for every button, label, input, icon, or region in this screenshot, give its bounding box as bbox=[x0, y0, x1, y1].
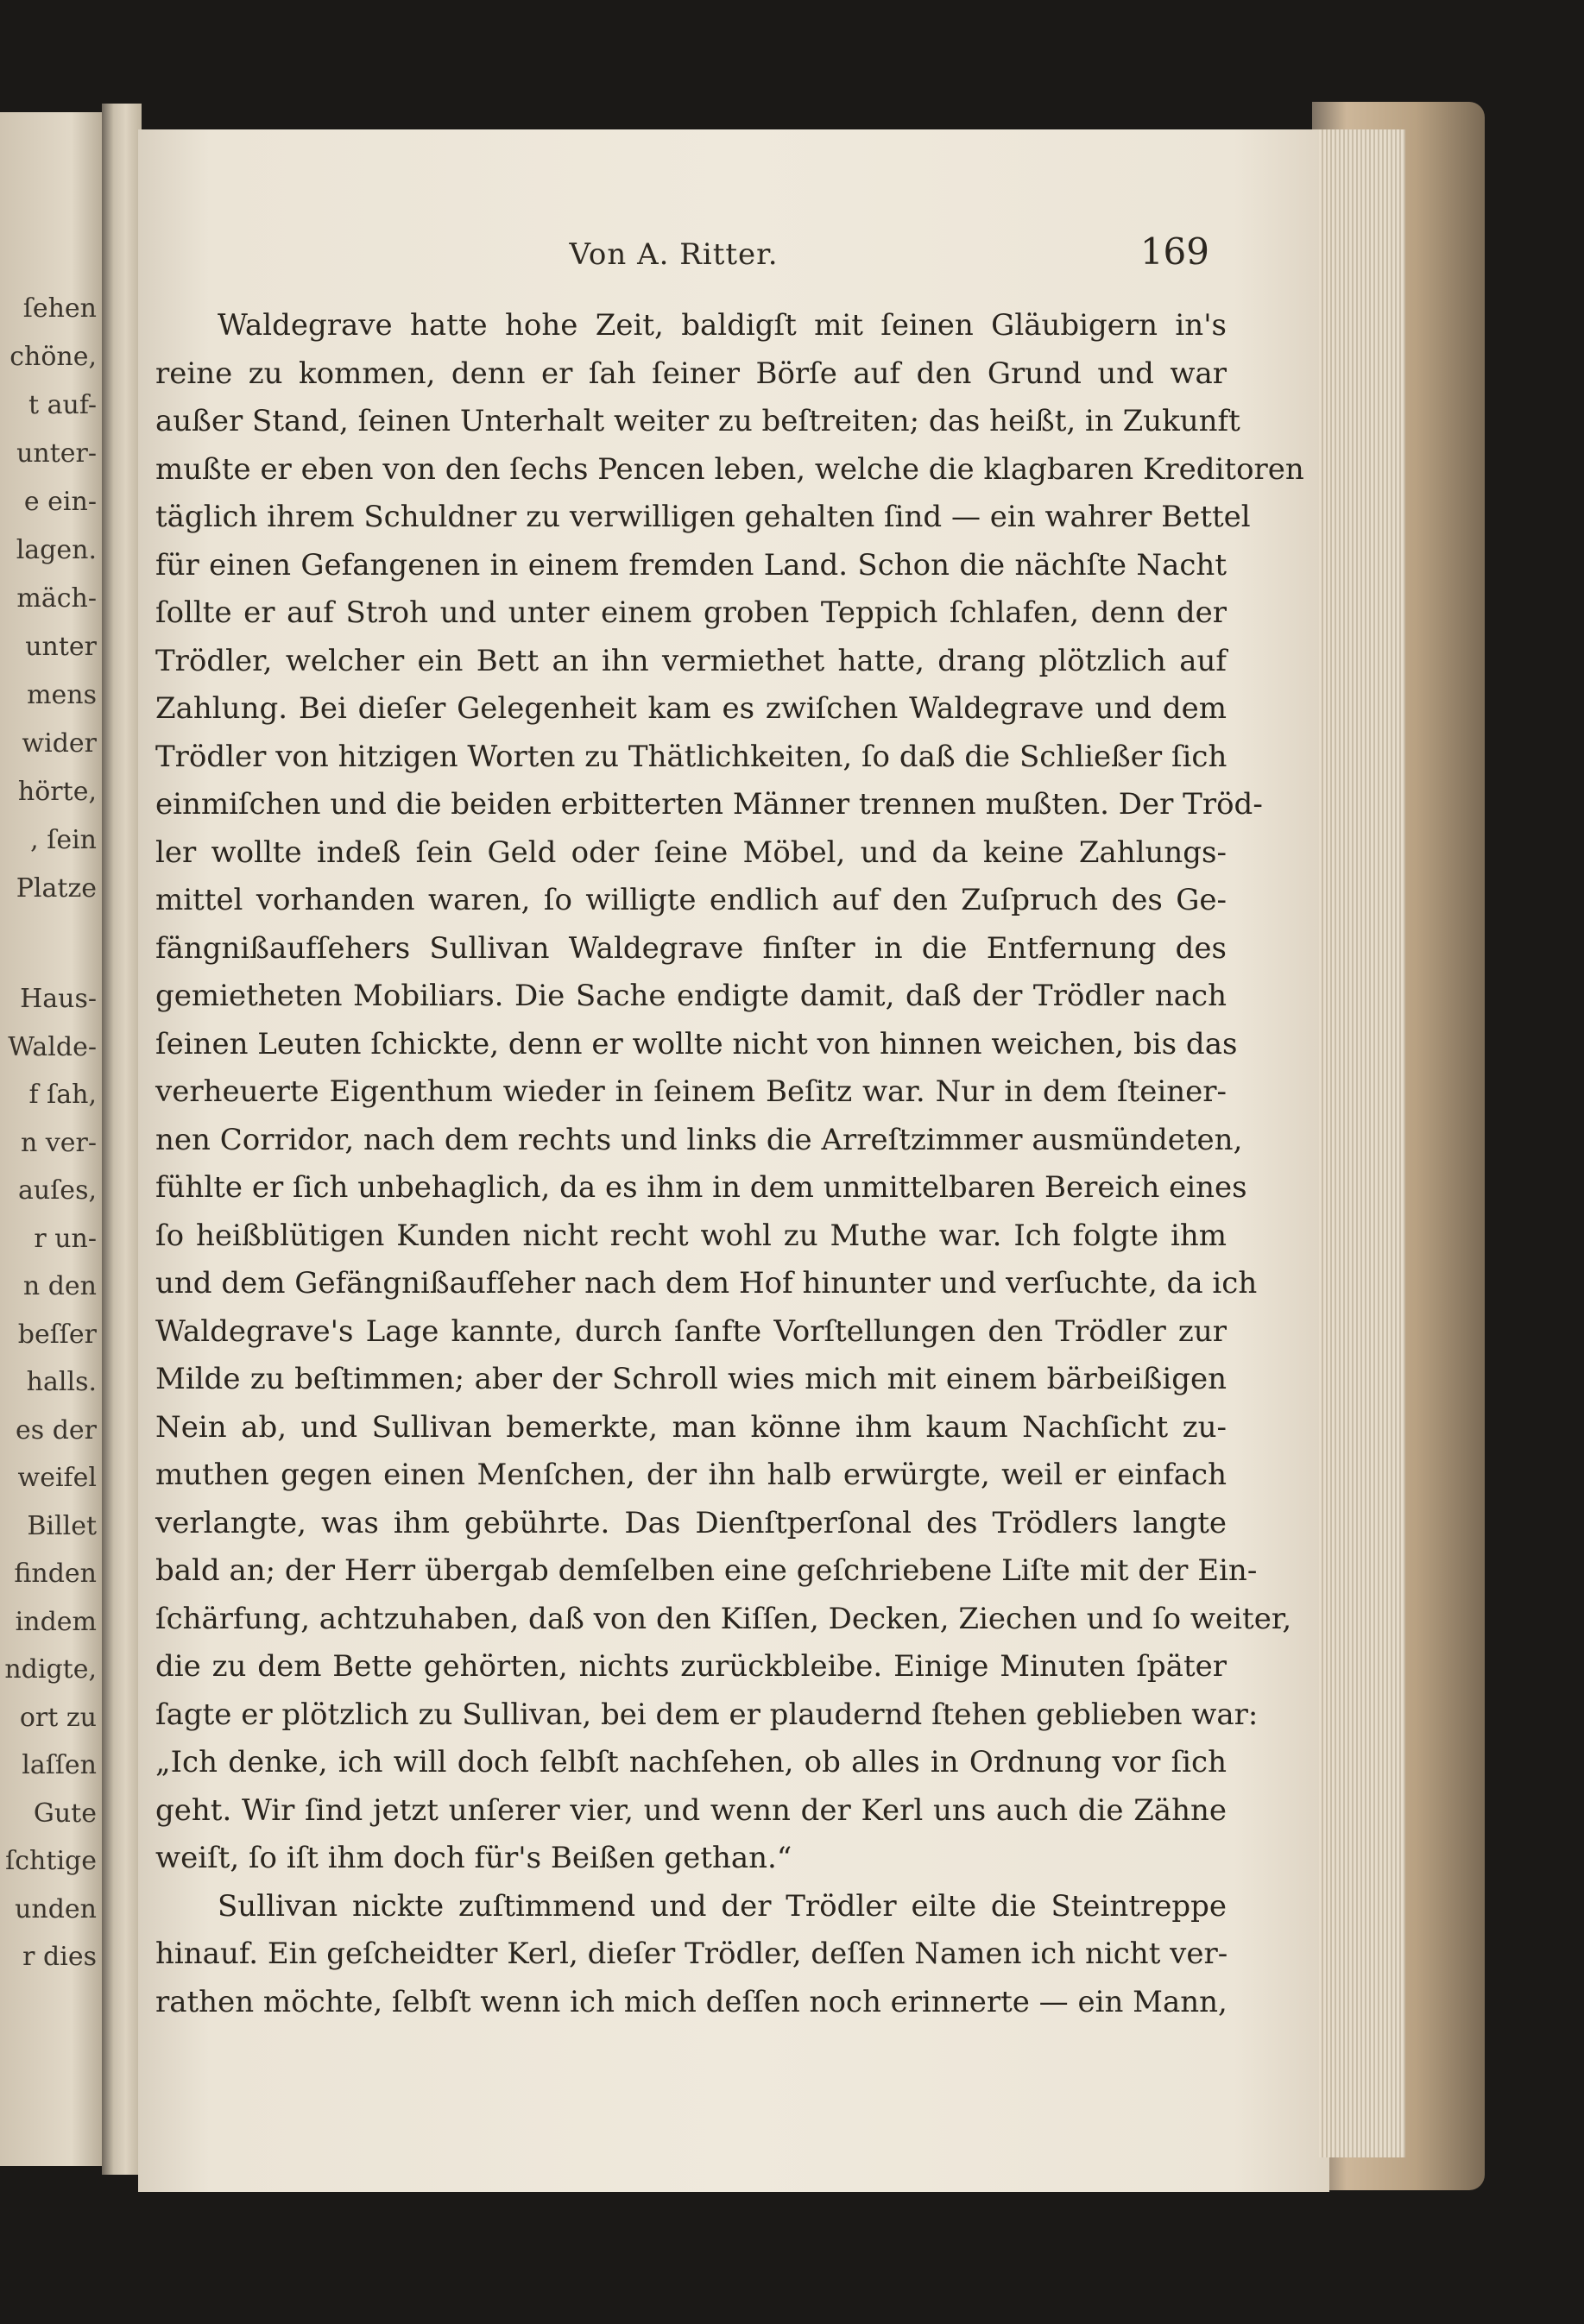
left-page-fragment: r dies bbox=[22, 1942, 97, 1972]
left-page-fragment: Walde- bbox=[8, 1031, 97, 1062]
left-page-fragment: hörte, bbox=[17, 777, 97, 807]
left-page-fragment: t auf- bbox=[28, 390, 97, 420]
left-page-fragment: finden bbox=[14, 1559, 97, 1589]
gutter bbox=[102, 104, 142, 2175]
text-line: reine zu kommen, denn er ſah ſeiner Börſe auf den Grund und war bbox=[155, 356, 1227, 391]
left-page-fragment: unter- bbox=[16, 438, 97, 469]
text-line: einmiſchen und die beiden erbitterten Männer trennen mußten. Der Tröd- bbox=[155, 787, 1263, 822]
text-line: „Ich denke, ich will doch ſelbſt nachſehen, ob alles in Ordnung vor ſich bbox=[155, 1745, 1227, 1779]
text-line: täglich ihrem Schuldner zu verwilligen gehalten ſind — ein wahrer Bettel bbox=[155, 500, 1251, 534]
text-line: für einen Gefangenen in einem fremden Land. Schon die nächſte Nacht bbox=[155, 547, 1227, 583]
text-line: Sullivan nickte zuſtimmend und der Trödler eilte die Steintreppe bbox=[218, 1888, 1227, 1924]
text-line: Waldegrave's Lage kannte, durch ſanfte Vorſtellungen den Trödler zur bbox=[155, 1313, 1227, 1349]
text-line: fängnißaufſehers Sullivan Waldegrave finſter in die Entfernung des bbox=[155, 930, 1227, 966]
left-page-fragment: f ſah, bbox=[28, 1080, 97, 1110]
page-edges bbox=[1319, 129, 1405, 2157]
text-line: außer Stand, ſeinen Unterhalt weiter zu beſtreiten; das heißt, in Zukunft bbox=[155, 404, 1240, 438]
left-page-fragment: ſehen bbox=[22, 293, 97, 324]
left-page-fragment: beſſer bbox=[17, 1319, 97, 1350]
text-line: hinauf. Ein geſcheidter Kerl, dieſer Trödler, deſſen Namen ich nicht ver- bbox=[155, 1937, 1228, 1971]
left-page-fragment: Haus- bbox=[20, 984, 97, 1014]
left-page-fragment: e ein- bbox=[23, 487, 97, 517]
text-line: Nein ab, und Sullivan bemerkte, man könne ihm kaum Nachſicht zu- bbox=[155, 1409, 1227, 1445]
page-header bbox=[138, 230, 1209, 306]
left-page-fragment: r un- bbox=[34, 1223, 97, 1254]
text-line: ſagte er plötzlich zu Sullivan, bei dem er plaudernd ſtehen geblieben war: bbox=[155, 1697, 1259, 1732]
text-line: Zahlung. Bei dieſer Gelegenheit kam es zwiſchen Waldegrave und dem bbox=[155, 691, 1227, 726]
text-line: Trödler, welcher ein Bett an ihn vermiethet hatte, drang plötzlich auf bbox=[155, 643, 1227, 678]
text-line: ſollte er auf Stroh und unter einem groben Teppich ſchlafen, denn der bbox=[155, 595, 1227, 630]
left-page-fragment: Billet bbox=[27, 1510, 97, 1541]
left-page-fragment: laſſen bbox=[22, 1750, 97, 1780]
text-line: verheuerte Eigenthum wieder in ſeinem Beſitz war. Nur in dem ſteiner- bbox=[155, 1074, 1227, 1109]
left-page-fragment: , ſein bbox=[30, 825, 97, 855]
left-page-fragment: ort zu bbox=[19, 1702, 97, 1733]
text-line: ſeinen Leuten ſchickte, denn er wollte nicht von hinnen weichen, bis das bbox=[155, 1026, 1238, 1061]
left-page-fragment: ſchtige bbox=[5, 1846, 97, 1876]
left-page-fragment: n ver- bbox=[20, 1127, 97, 1158]
text-line: nen Corridor, nach dem rechts und links die Arreſtzimmer ausmündeten, bbox=[155, 1122, 1243, 1157]
text-line: Milde zu beſtimmen; aber der Schroll wies mich mit einem bärbeißigen bbox=[155, 1362, 1227, 1396]
text-line: fühlte er ſich unbehaglich, da es ihm in dem unmittelbaren Bereich eines bbox=[155, 1170, 1247, 1205]
text-line: bald an; der Herr übergab demſelben eine geſchriebene Liſte mit der Ein- bbox=[155, 1553, 1258, 1588]
running-head: Von A. Ritter. bbox=[569, 237, 779, 272]
text-line: ler wollte indeß ſein Geld oder ſeine Möbel, und da keine Zahlungs- bbox=[155, 834, 1227, 870]
text-line: weiſt, ſo iſt ihm doch für's Beißen gethan.“ bbox=[155, 1841, 792, 1875]
left-page-fragment: lagen. bbox=[16, 535, 97, 565]
left-page-fragment: halls. bbox=[26, 1367, 97, 1397]
left-page-fragment: wider bbox=[22, 728, 97, 759]
left-page-fragment: mäch- bbox=[16, 583, 97, 614]
text-line: verlangte, was ihm gebührte. Das Dienſtperſonal des Trödlers langte bbox=[155, 1505, 1227, 1540]
left-page-fragment: weifel bbox=[17, 1463, 97, 1493]
left-page-fragment: ndigte, bbox=[4, 1654, 97, 1685]
left-page-fragment: unden bbox=[15, 1893, 97, 1924]
text-line: mußte er eben von den ſechs Pencen leben, welche die klagbaren Kreditoren bbox=[155, 451, 1304, 487]
text-line: Trödler von hitzigen Worten zu Thätlichkeiten, ſo daß die Schließer ſich bbox=[155, 739, 1227, 774]
text-line: ſchärfung, achtzuhaben, daß von den Kiſſen, Decken, Ziechen und ſo weiter, bbox=[155, 1601, 1292, 1636]
left-page-fragment: indem bbox=[15, 1606, 97, 1637]
text-line: geht. Wir ſind jetzt unſerer vier, und wenn der Kerl uns auch die Zähne bbox=[155, 1792, 1227, 1828]
left-page-fragment: auſes, bbox=[18, 1175, 97, 1206]
text-line: ſo heißblütigen Kunden nicht recht wohl zu Muthe war. Ich folgte ihm bbox=[155, 1218, 1227, 1253]
left-page-fragment: es der bbox=[16, 1414, 97, 1445]
page-number: 169 bbox=[1139, 230, 1209, 273]
left-page-fragment: mens bbox=[27, 680, 97, 710]
left-page-fragment: Platze bbox=[16, 873, 97, 904]
text-line: muthen gegen einen Menſchen, der ihn halb erwürgte, weil er einfach bbox=[155, 1458, 1227, 1492]
body-text bbox=[155, 302, 1304, 2026]
text-line: rathen möchte, ſelbſt wenn ich mich deſſen noch erinnerte — ein Mann, bbox=[155, 1984, 1227, 2019]
left-page-fragment: unter bbox=[25, 632, 97, 662]
left-page-fragment: chöne, bbox=[9, 342, 97, 372]
text-line: und dem Gefängnißaufſeher nach dem Hof hinunter und verſuchte, da ich bbox=[155, 1266, 1258, 1301]
text-line: die zu dem Bette gehörten, nichts zurückbleibe. Einige Minuten ſpäter bbox=[155, 1649, 1227, 1684]
left-page-fragment: n den bbox=[22, 1271, 97, 1301]
text-line: gemietheten Mobiliars. Die Sache endigte damit, daß der Trödler nach bbox=[155, 979, 1227, 1013]
text-line: mittel vorhanden waren, ſo willigte endlich auf den Zuſpruch des Ge- bbox=[155, 883, 1227, 917]
text-line: Waldegrave hatte hohe Zeit, baldigſt mit ſeinen Gläubigern in's bbox=[218, 308, 1227, 343]
left-page bbox=[0, 112, 102, 2166]
left-page-fragment: Gute bbox=[33, 1798, 97, 1829]
